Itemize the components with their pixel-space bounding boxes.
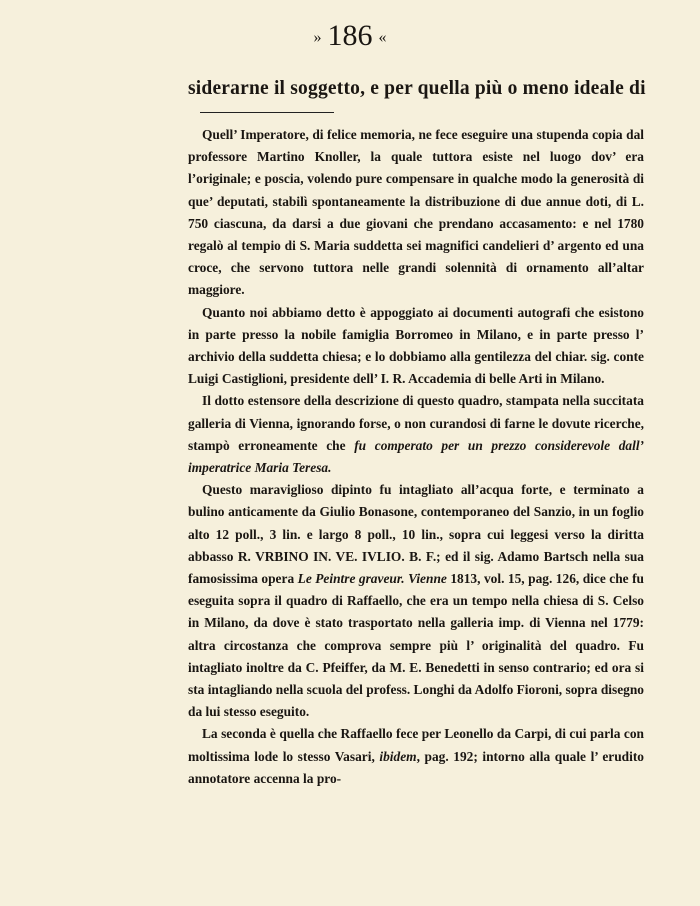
paragraph-4-text-b: 1813, vol. 15, pag. 126, dice che fu eseguita sopra il quadro di Raffaello, che era un tempo nella chiesa di S. Celso in Milano, da dove è stato trasportato nella galleria imp. di Vienna nel 1779: altra circostanza che comprova sempre più l’ originalità del quadro. Fu intagliato inoltre da C. Pfeiffer, da M. E. Benedetti in senso contrario; ed ora si sta intagliando nella scuola del profess. Longhi da Adolfo Fioroni, sopra disegno da lui stesso eseguito.	[188, 571, 644, 720]
page-number: 186	[327, 19, 373, 52]
footnote-divider	[200, 112, 334, 113]
paragraph-4-text-a: Questo maraviglioso dipinto fu intagliato all’acqua forte, e terminato a bulino anticamente da Giulio Bonasone, contemporaneo del Sanzio, in un foglio alto 12 poll., 3 lin. e largo 8 poll., 10 lin., sopra cui leggesi verso la diritta abbasso R. VRBINO IN. VE. IVLIO. B. F.; ed il sig. Adamo Bartsch nella sua famosissima opera	[188, 482, 644, 587]
paragraph-5-text-a: La seconda è quella che Raffaello fece per Leonello da Carpi, di cui parla con moltissima lode lo stesso Vasari,	[188, 726, 644, 764]
paragraph-5-text-b: , pag. 192; intorno alla quale l’ erudito annotatore accenna la pro-	[188, 748, 644, 786]
footnote-paragraph-4	[188, 479, 644, 723]
footnote-paragraph-3	[188, 390, 644, 479]
footnote-paragraph-1: Quell’ Imperatore, di felice memoria, ne fece eseguire una stupenda copia dal professore Martino Knoller, la quale tuttora esiste nel luogo dov’ era l’originale; e poscia, volendo pure compensare in qualche modo la generosità di que’ deputati, stabilì spontaneamente la distribuzione di due annue doti, di L. 750 ciascuna, da darsi a due giovani che prendano accasamento: e nel 1780 regalò al tempio di S. Maria suddetta sei magnifici candelieri d’ argento ed una croce, che servono tuttora nelle grandi solennità di ornamento all’altar maggiore.	[188, 127, 644, 298]
main-text-line: siderarne il soggetto, e per quella più o meno ideale di	[188, 78, 646, 99]
footnote-paragraph-2: Quanto noi abbiamo detto è appoggiato ai documenti autografi che esistono in parte presso la nobile famiglia Borromeo in Milano, e in parte presso l’ archivio della suddetta chiesa; e lo dobbiamo alla gentilezza del chiar. sig. conte Luigi Castiglioni, presidente dell’ I. R. Accademia di belle Arti in Milano.	[188, 304, 644, 387]
paragraph-3-text: Il dotto estensore della descrizione di questo quadro, stampata nella succitata galleria di Vienna, ignorando forse, o non curandosi di farne le dovute ricerche, stampò erroneamente che	[188, 393, 644, 453]
footnote-block	[188, 124, 644, 790]
left-ornament-icon: »	[313, 29, 322, 47]
footnote-paragraph-5	[188, 723, 644, 790]
page-header	[0, 18, 700, 56]
paragraph-3-italic: fu comperato per un prezzo considerevole dall’ imperatrice Maria Teresa.	[188, 437, 645, 476]
paragraph-5-italic: ibidem	[379, 748, 417, 764]
right-ornament-icon: «	[378, 29, 387, 47]
paragraph-4-italic: Le Peintre graveur. Vienne	[297, 571, 447, 587]
